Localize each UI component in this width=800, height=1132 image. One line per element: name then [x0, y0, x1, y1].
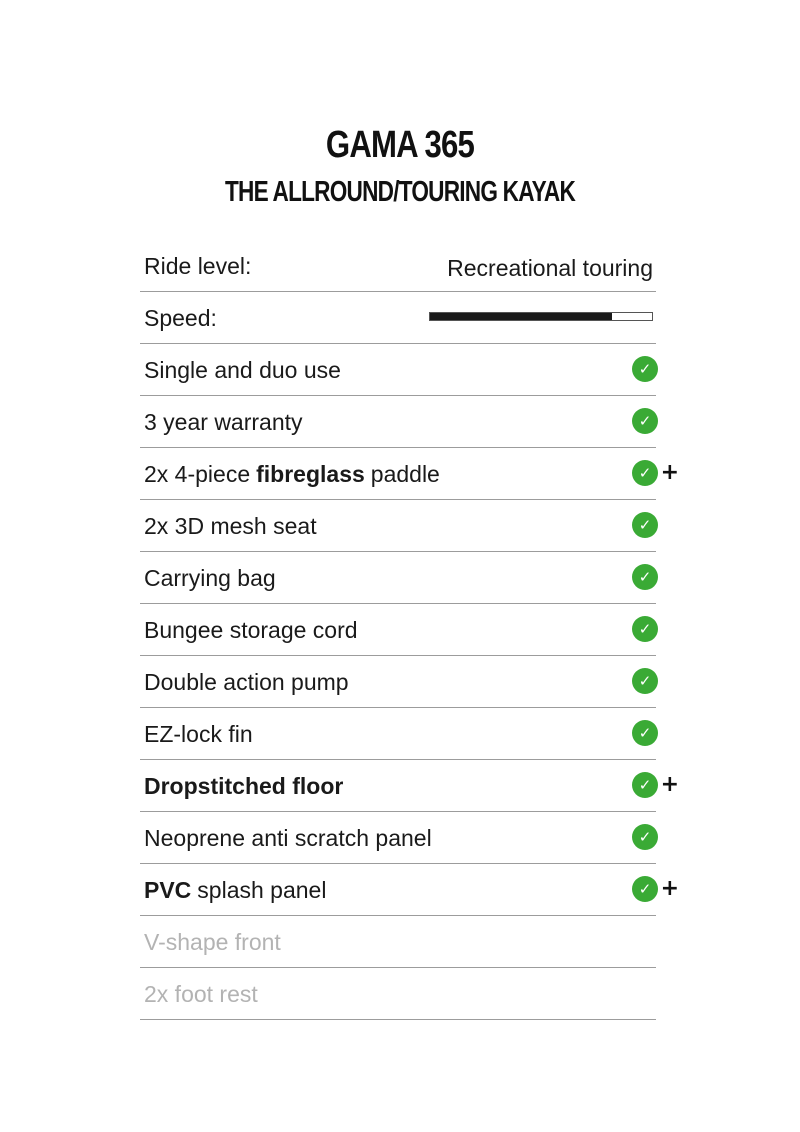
feature-row [140, 864, 679, 916]
feature-label-part: EZ-lock fin [144, 721, 253, 747]
feature-row [140, 344, 656, 396]
feature-label [140, 875, 326, 904]
speed-bar-fill [430, 313, 612, 320]
feature-label-part: splash panel [197, 877, 327, 903]
feature-row [140, 916, 656, 968]
speed-row [140, 292, 656, 344]
feature-label [140, 407, 303, 436]
feature-row [140, 760, 679, 812]
feature-label-part: 2x foot rest [144, 981, 258, 1007]
check-icon: ✓ [632, 356, 658, 382]
feature-label [140, 355, 341, 384]
check-icon: ✓ [632, 824, 658, 850]
product-title: GAMA 365 [325, 124, 475, 166]
feature-row [140, 604, 656, 656]
feature-label-part: 2x 4-piece [144, 461, 251, 487]
spec-list [140, 240, 679, 1020]
feature-label-part: Bungee storage cord [144, 617, 358, 643]
feature-label [140, 511, 317, 540]
feature-label-part: Single and duo use [144, 357, 341, 383]
feature-label-part: 2x 3D mesh seat [144, 513, 317, 539]
feature-label [140, 667, 349, 696]
feature-row [140, 968, 656, 1020]
check-icon: ✓ [632, 720, 658, 746]
feature-label [140, 771, 343, 800]
feature-row [140, 448, 679, 500]
feature-label [140, 459, 440, 488]
feature-label-bold-part: Dropstitched floor [144, 773, 344, 799]
feature-label [140, 719, 253, 748]
feature-row [140, 500, 656, 552]
feature-label-part: paddle [370, 461, 440, 487]
check-icon: ✓ [632, 772, 658, 798]
feature-label-part: 3 year warranty [144, 409, 303, 435]
feature-row [140, 812, 656, 864]
feature-label-part: Neoprene anti scratch panel [144, 825, 432, 851]
feature-label [140, 979, 258, 1008]
check-icon: ✓ [632, 564, 658, 590]
ride-level-label: Ride level: [144, 253, 252, 279]
feature-row [140, 552, 656, 604]
plus-icon: + [660, 460, 679, 485]
feature-label [140, 563, 276, 592]
feature-label [140, 927, 281, 956]
check-icon: ✓ [632, 876, 658, 902]
feature-label-bold-part: fibreglass [256, 461, 365, 487]
feature-label-part: V-shape front [144, 929, 281, 955]
ride-level-value: Recreational touring [447, 255, 653, 281]
plus-icon: + [660, 772, 679, 797]
feature-row [140, 396, 656, 448]
check-icon: ✓ [632, 668, 658, 694]
feature-label-bold-part: PVC [144, 877, 192, 903]
feature-label [140, 823, 432, 852]
check-icon: ✓ [632, 616, 658, 642]
check-icon: ✓ [632, 512, 658, 538]
plus-icon: + [660, 876, 679, 901]
feature-row [140, 708, 656, 760]
speed-bar [429, 312, 653, 321]
feature-row [140, 656, 656, 708]
feature-label-part: Double action pump [144, 669, 349, 695]
feature-label-part: Carrying bag [144, 565, 276, 591]
check-icon: ✓ [632, 408, 658, 434]
feature-label [140, 615, 358, 644]
speed-label: Speed: [144, 305, 217, 331]
check-icon: ✓ [632, 460, 658, 486]
feature-rows [140, 344, 679, 1020]
product-subtitle: THE ALLROUND/TOURING KAYAK [224, 176, 576, 208]
ride-level-row [140, 240, 656, 292]
